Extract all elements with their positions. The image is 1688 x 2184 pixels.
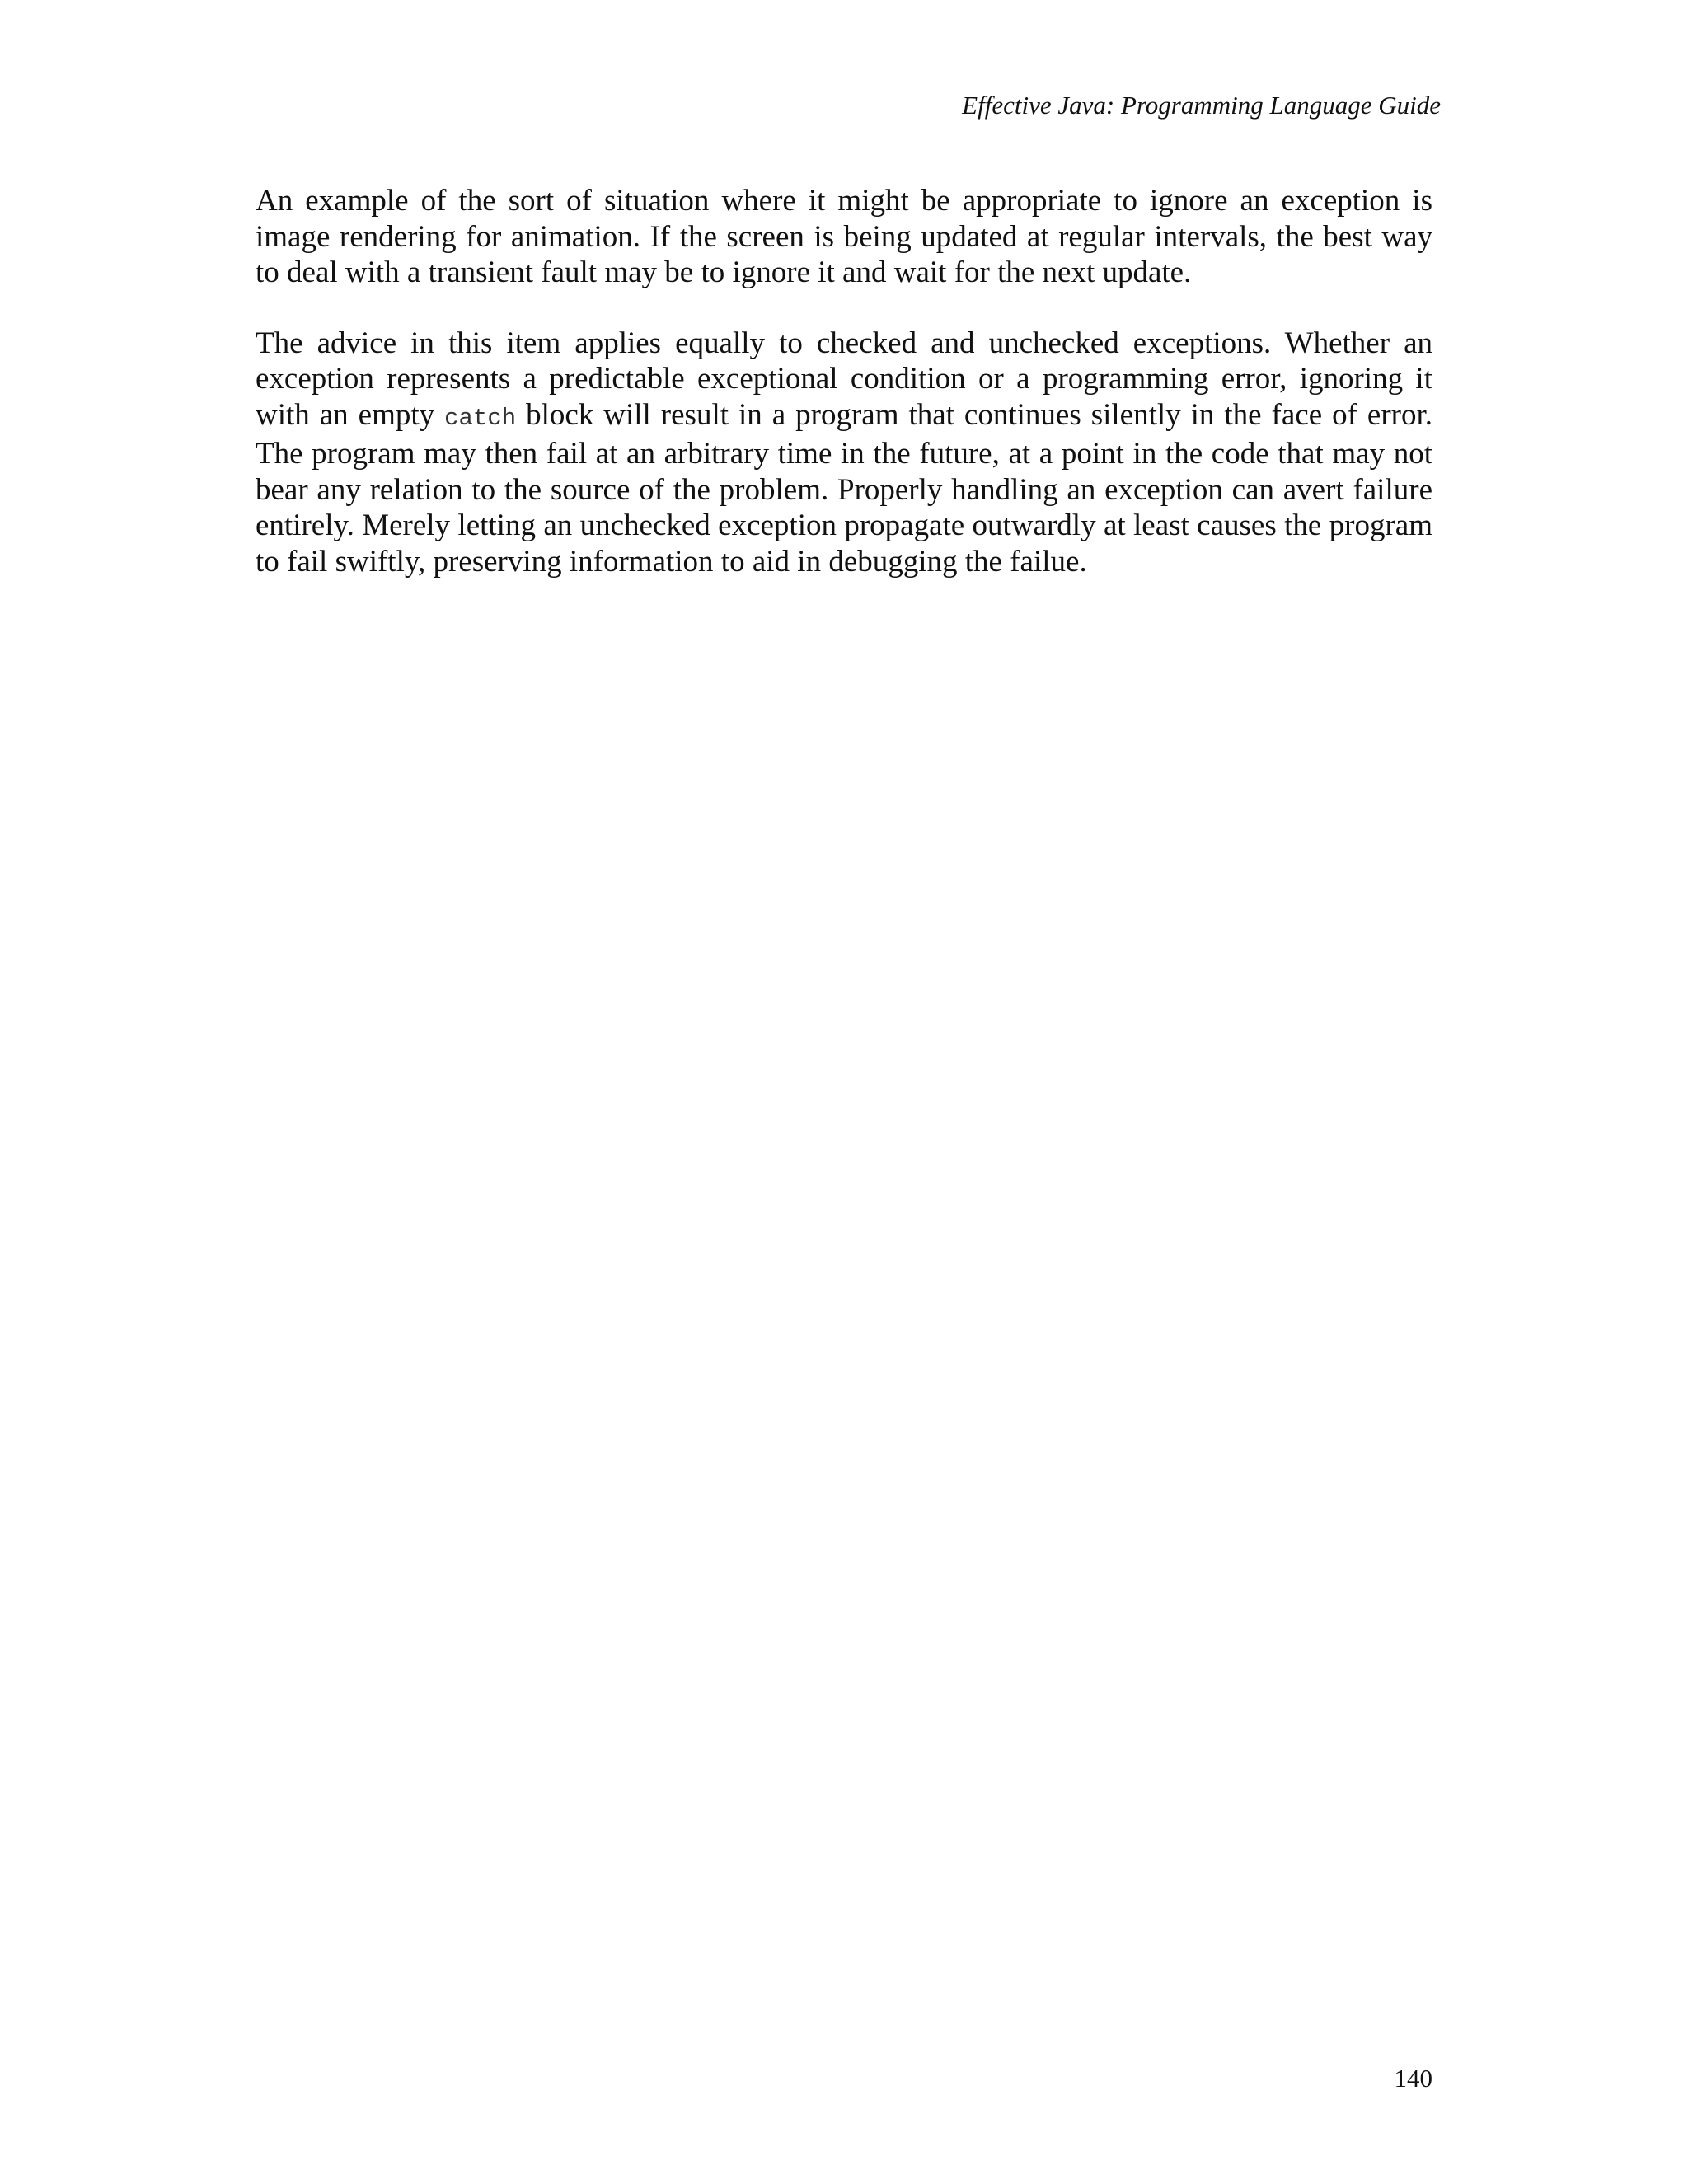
- inline-code-catch: catch: [444, 404, 517, 432]
- running-header: Effective Java: Programming Language Guide: [962, 91, 1441, 120]
- page-number: 140: [1394, 2064, 1432, 2093]
- paragraph-text-before-code: The advice in this item applies equally to checked and unchecked exceptions. Whether an exception represents a predictable exceptional condition or a programming error, ignoring it with an empty: [256, 326, 1432, 432]
- paragraph-ignore-exception-example: An example of the sort of situation where it might be appropriate to ignore an exception is image rendering for animation. If the screen is being updated at regular intervals, the best way to deal with a transient fault may be to ignore it and wait for the next update.: [256, 184, 1432, 289]
- page-body: [256, 183, 1432, 614]
- paragraph-text-after-code: block will result in a program that continues silently in the face of error. The program may then fail at an arbitrary time in the future, at a point in the code that may not bear any relation to the source of the problem. Properly handling an exception can avert failure entirely. Merely letting an unchecked exception propagate outwardly at least causes the program to fail swiftly, preserving information to aid in debugging the failue.: [256, 397, 1432, 579]
- paragraph-checked-unchecked-advice: [256, 326, 1432, 580]
